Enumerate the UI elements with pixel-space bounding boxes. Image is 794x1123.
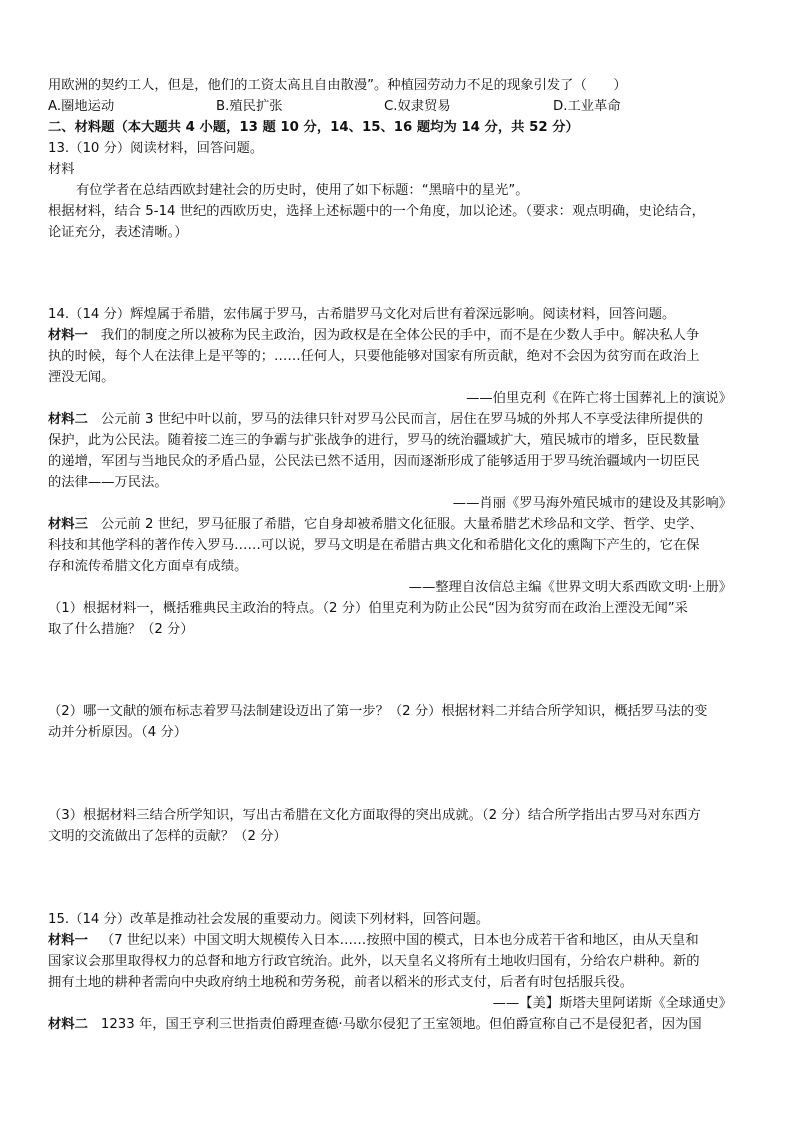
q13-material-label: 材料 <box>48 162 75 177</box>
q13-requirement-line-2: 论证充分，表述清晰。） <box>48 225 188 240</box>
q14-material-3-line-1 <box>48 515 748 534</box>
q14-material-3-line-2: 科技和其他学科的著作传入罗马……可以说，罗马文明是在希腊古典文化和希腊化文化的熏陶下产生的，它在保 <box>48 538 700 553</box>
q14-material-1-text: 我们的制度之所以被称为民主政治，因为政权是在全体公民的手中，而不是在少数人手中。解决私人争 <box>100 328 700 343</box>
q12-option-c: C.奴隶贸易 <box>384 99 451 114</box>
q12-option-a: A.圈地运动 <box>48 99 115 114</box>
q14-material-1-line-2: 执的时候，每个人在法律上是平等的；……任何人，只要他能够对国家有所贡献，绝对不会因为贫穷而在政治上 <box>48 349 700 364</box>
q15-material-1-line-3: 拥有土地的耕种者需向中央政府纳土地税和劳务税，前者以稻米的形式支付，后者有时包括服兵役。 <box>48 975 634 990</box>
q14-sub-2-line-2: 动并分析原因。（4 分） <box>48 725 188 740</box>
q14-sub-2-line-1: （2）哪一文献的颁布标志着罗马法制建设迈出了第一步？（2 分）根据材料二并结合所学知识，概括罗马法的变 <box>48 704 708 719</box>
q15-material-1-label: 材料一 <box>48 933 88 948</box>
q14-sub-3-line-1: （3）根据材料三结合所学知识，写出古希腊在文化方面取得的突出成就。（2 分）结合所学指出古罗马对东西方 <box>48 808 701 823</box>
q13-requirement-line-1: 根据材料，结合 5-14 世纪的西欧历史，选择上述标题中的一个角度，加以论述。（要求：观点明确，史论结合， <box>48 204 705 219</box>
q14-material-2-source: ——肖丽《罗马海外殖民城市的建设及其影响》 <box>452 496 732 511</box>
q13-material: 有位学者在总结西欧封建社会的历史时，使用了如下标题：“黑暗中的星光”。 <box>76 183 529 198</box>
q14-sub-1-line-1: （1）根据材料一，概括雅典民主政治的特点。（2 分）伯里克利为防止公民“因为贫穷而在政治上湮没无闻”采 <box>48 601 688 616</box>
q14-material-2-label: 材料二 <box>48 412 88 427</box>
section-2-heading: 二、材料题（本大题共 4 小题，13 题 10 分，14、15、16 题均为 14 分，共 52 分） <box>48 120 579 135</box>
q14-material-1-label: 材料一 <box>48 328 88 343</box>
q14-material-2-line-2: 保护，此为公民法。随着接二连三的争霸与扩张战争的进行，罗马的统治疆域扩大，殖民城市的增多，臣民数量 <box>48 433 700 448</box>
q14-stem: 14.（14 分）辉煌属于希腊，宏伟属于罗马，古希腊罗马文化对后世有着深远影响。阅读材料，回答问题。 <box>48 307 676 322</box>
q15-material-1-text: （7 世纪以来）中国文明大规模传入日本……按照中国的模式，日本也分成若干省和地区，由从天皇和 <box>100 933 699 948</box>
q14-material-2-line-4: 的法律——万民法。 <box>48 475 168 490</box>
q12-option-b: B.殖民扩张 <box>216 99 283 114</box>
q15-material-1-line-2: 国家议会那里取得权力的总督和地方行政官统治。此外，以天皇名义将所有土地收归国有，分给农户耕种。新的 <box>48 954 700 969</box>
q14-material-3-line-3: 存和流传希腊文化方面卓有成绩。 <box>48 559 248 574</box>
q14-material-1-source: ——伯里克利《在阵亡将士国葬礼上的演说》 <box>466 391 732 406</box>
q15-material-1-line-1 <box>48 931 748 950</box>
q14-material-2-line-1 <box>48 410 748 429</box>
q15-material-1-source: ——【美】斯塔夫里阿诺斯《全球通史》 <box>492 996 732 1011</box>
q14-material-2-text: 公元前 3 世纪中叶以前，罗马的法律只针对罗马公民而言，居住在罗马城的外邦人不享受法律所提供的 <box>100 412 703 427</box>
q15-stem: 15.（14 分）改革是推动社会发展的重要动力。阅读下列材料，回答问题。 <box>48 912 490 927</box>
q12-stem-tail: 用欧洲的契约工人，但是，他们的工资太高且自由散漫”。种植园劳动力不足的现象引发了（ ） <box>48 78 627 93</box>
q14-material-3-source: ——整理自汝信总主编《世界文明大系西欧文明·上册》 <box>408 580 732 595</box>
q14-material-1-line-3: 湮没无闻。 <box>48 370 115 385</box>
q15-material-2-text: 1233 年，国王亨利三世指责伯爵理查德·马歇尔侵犯了王室领地。但伯爵宣称自己不是侵犯者，因为国 <box>100 1017 702 1032</box>
q14-material-3-label: 材料三 <box>48 517 88 532</box>
q14-material-1-line-1 <box>48 326 748 345</box>
q13-stem: 13.（10 分）阅读材料，回答问题。 <box>48 141 264 156</box>
q14-material-3-text: 公元前 2 世纪，罗马征服了希腊，它自身却被希腊文化征服。大量希腊艺术珍品和文学、哲学、史学、 <box>100 517 703 532</box>
q14-sub-1-line-2: 取了什么措施？（2 分） <box>48 622 194 637</box>
q15-material-2-label: 材料二 <box>48 1017 88 1032</box>
q12-option-d: D.工业革命 <box>553 99 621 114</box>
q15-material-2-line-1 <box>48 1015 748 1034</box>
q14-material-2-line-3: 的递增，军团与当地民众的矛盾凸显，公民法已然不适用，因而逐渐形成了能够适用于罗马统治疆域内一切臣民 <box>48 454 700 469</box>
q14-sub-3-line-2: 文明的交流做出了怎样的贡献？（2 分） <box>48 829 287 844</box>
